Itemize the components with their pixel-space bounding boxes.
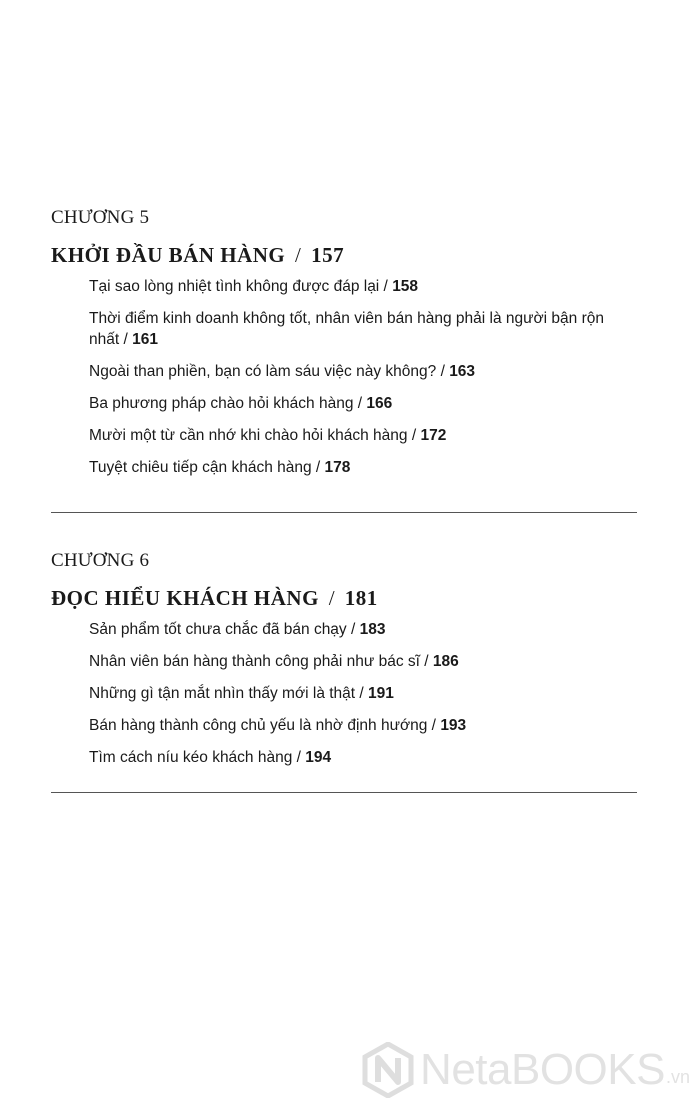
toc-entry-text: Ngoài than phiền, bạn có làm sáu việc này không? / [89,363,445,380]
chapter-title [51,242,637,268]
toc-entry [89,715,609,736]
toc-entry-page: 163 [449,363,476,380]
toc-entry [89,361,609,382]
toc-entry-text: Sản phẩm tốt chưa chắc đã bán chạy / [89,621,356,638]
toc-entry [89,457,609,478]
toc-entry-text: Tìm cách níu kéo khách hàng / [89,749,301,766]
toc-entry-page: 158 [392,278,419,295]
chapter-title-page: 181 [344,586,378,610]
toc-entry [89,747,609,768]
chapter-6 [51,549,637,779]
watermark-brand: NetaBOOKS [420,1045,665,1094]
toc-entry [89,425,609,446]
toc-entry-text: Nhân viên bán hàng thành công phải như bác sĩ / [89,653,429,670]
toc-entry [89,651,609,672]
toc-entry-page: 172 [420,427,447,444]
toc-entry-text: Thời điểm kinh doanh không tốt, nhân viên bán hàng phải là người bận rộn nhất / [89,310,605,348]
watermark [362,1042,690,1098]
toc-entry-page: 161 [132,331,158,348]
toc-entry-page: 193 [440,717,467,734]
toc-entry [89,276,609,297]
chapter-5 [51,206,637,489]
toc-entry [89,619,609,640]
toc-entries [51,276,637,478]
toc-entries [51,619,637,768]
chapter-title-text: KHỞI ĐẦU BÁN HÀNG [51,243,286,267]
chapter-label: CHƯƠNG 5 [51,207,150,228]
toc-entry-page: 186 [432,653,459,670]
chapter-title-page: 157 [311,243,345,267]
toc-entry-text: Ba phương pháp chào hỏi khách hàng / [89,395,363,412]
chapter-title-separator: / [295,243,302,267]
section-divider [51,512,637,513]
chapter-title [51,585,637,611]
toc-entry-text: Tuyệt chiêu tiếp cận khách hàng / [89,459,321,476]
watermark-suffix: .vn [665,1067,690,1087]
toc-entry-page: 194 [305,749,332,766]
toc-entry-text: Mười một từ cần nhớ khi chào hỏi khách hàng / [89,427,417,444]
toc-entry-page: 178 [324,459,351,476]
toc-entry [89,683,609,704]
toc-entry [89,308,609,350]
chapter-title-text: ĐỌC HIỂU KHÁCH HÀNG [51,586,319,610]
toc-entry-page: 191 [368,685,394,702]
toc-entry-page: 166 [366,395,393,412]
toc-entry-page: 183 [359,621,386,638]
netabooks-logo-icon [362,1042,414,1098]
toc-entry-text: Những gì tận mắt nhìn thấy mới là thật / [89,685,364,702]
toc-entry-text: Bán hàng thành công chủ yếu là nhờ định hướng / [89,717,436,734]
toc-entry [89,393,609,414]
section-divider [51,792,637,793]
chapter-title-separator: / [328,586,336,610]
chapter-label: CHƯƠNG 6 [51,550,150,571]
toc-entry-text: Tại sao lòng nhiệt tình không được đáp lại / [89,278,388,295]
